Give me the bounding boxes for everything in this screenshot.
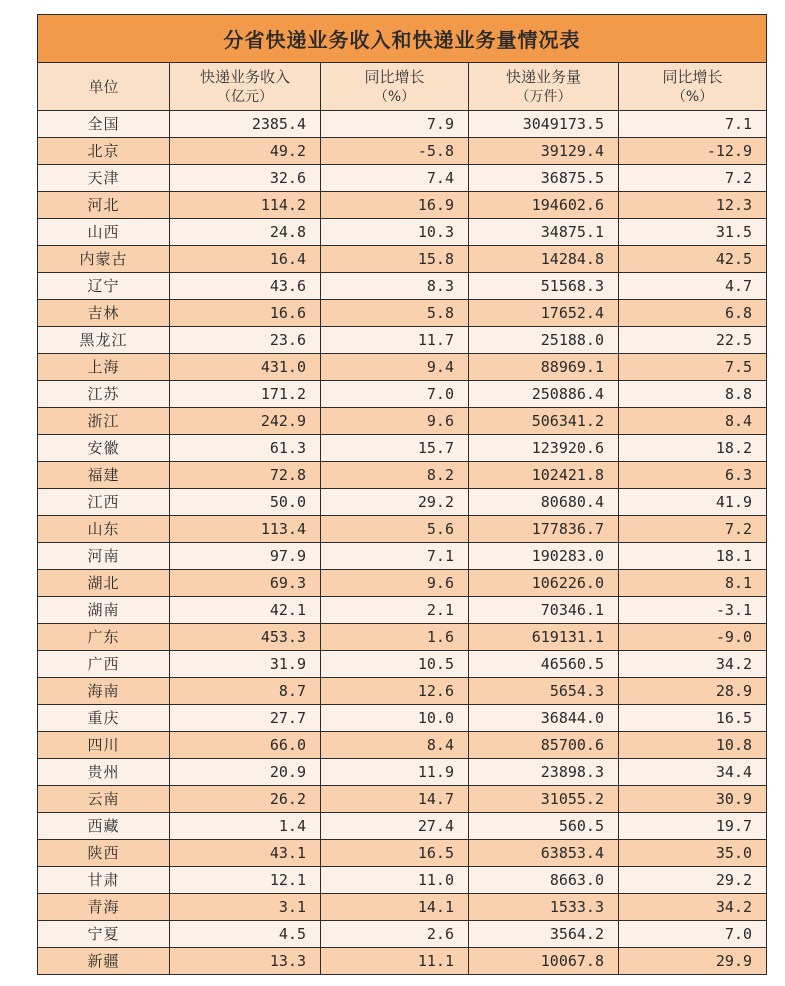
revenue-cell: 50.0 — [170, 489, 321, 516]
table-row — [38, 543, 767, 570]
header-unit-label: （亿元） — [217, 88, 273, 105]
volume-growth-cell: 6.3 — [619, 462, 767, 489]
volume-cell: 85700.6 — [469, 732, 619, 759]
revenue-growth-cell: 5.8 — [321, 300, 469, 327]
volume-growth-cell: 34.4 — [619, 759, 767, 786]
volume-cell: 46560.5 — [469, 651, 619, 678]
revenue-growth-cell: 14.1 — [321, 894, 469, 921]
table-title: 分省快递业务收入和快递业务量情况表 — [38, 15, 767, 63]
revenue-cell: 114.2 — [170, 192, 321, 219]
table-row — [38, 867, 767, 894]
revenue-cell: 23.6 — [170, 327, 321, 354]
province-name: 海南 — [38, 678, 170, 705]
volume-growth-cell: 31.5 — [619, 219, 767, 246]
revenue-cell: 8.7 — [170, 678, 321, 705]
volume-growth-cell: -9.0 — [619, 624, 767, 651]
volume-growth-cell: 19.7 — [619, 813, 767, 840]
province-name: 北京 — [38, 138, 170, 165]
revenue-cell: 72.8 — [170, 462, 321, 489]
revenue-cell: 431.0 — [170, 354, 321, 381]
province-name: 四川 — [38, 732, 170, 759]
volume-growth-cell: 18.1 — [619, 543, 767, 570]
revenue-cell: 61.3 — [170, 435, 321, 462]
header-revenue — [170, 63, 321, 111]
province-name: 浙江 — [38, 408, 170, 435]
province-name: 福建 — [38, 462, 170, 489]
volume-cell: 560.5 — [469, 813, 619, 840]
province-name: 湖北 — [38, 570, 170, 597]
header-revenue-growth — [321, 63, 469, 111]
header-label: 快递业务收入 — [199, 67, 290, 86]
table-row — [38, 273, 767, 300]
revenue-cell: 97.9 — [170, 543, 321, 570]
province-name: 安徽 — [38, 435, 170, 462]
table-row — [38, 246, 767, 273]
table-row — [38, 354, 767, 381]
revenue-cell: 49.2 — [170, 138, 321, 165]
revenue-growth-cell: 2.1 — [321, 597, 469, 624]
table-row — [38, 651, 767, 678]
revenue-cell: 69.3 — [170, 570, 321, 597]
volume-cell: 190283.0 — [469, 543, 619, 570]
volume-cell: 506341.2 — [469, 408, 619, 435]
volume-cell: 123920.6 — [469, 435, 619, 462]
volume-cell: 14284.8 — [469, 246, 619, 273]
table-row — [38, 948, 767, 975]
volume-growth-cell: 29.2 — [619, 867, 767, 894]
volume-growth-cell: 8.4 — [619, 408, 767, 435]
table-row — [38, 570, 767, 597]
province-name: 广西 — [38, 651, 170, 678]
volume-cell: 17652.4 — [469, 300, 619, 327]
revenue-growth-cell: 11.9 — [321, 759, 469, 786]
volume-cell: 1533.3 — [469, 894, 619, 921]
volume-growth-cell: 34.2 — [619, 651, 767, 678]
volume-growth-cell: -3.1 — [619, 597, 767, 624]
volume-growth-cell: 10.8 — [619, 732, 767, 759]
volume-growth-cell: 4.7 — [619, 273, 767, 300]
table-row — [38, 813, 767, 840]
volume-growth-cell: 7.2 — [619, 165, 767, 192]
table-row — [38, 381, 767, 408]
table-row — [38, 165, 767, 192]
table-row — [38, 138, 767, 165]
table-row — [38, 435, 767, 462]
revenue-cell: 113.4 — [170, 516, 321, 543]
revenue-growth-cell: 10.5 — [321, 651, 469, 678]
revenue-growth-cell: 12.6 — [321, 678, 469, 705]
revenue-growth-cell: 8.2 — [321, 462, 469, 489]
volume-cell: 63853.4 — [469, 840, 619, 867]
table-row — [38, 327, 767, 354]
revenue-growth-cell: 7.4 — [321, 165, 469, 192]
table-row — [38, 111, 767, 138]
table-row — [38, 759, 767, 786]
province-name: 河北 — [38, 192, 170, 219]
revenue-cell: 1.4 — [170, 813, 321, 840]
revenue-growth-cell: 5.6 — [321, 516, 469, 543]
table-row — [38, 678, 767, 705]
table-row — [38, 705, 767, 732]
volume-growth-cell: 8.8 — [619, 381, 767, 408]
volume-cell: 25188.0 — [469, 327, 619, 354]
revenue-growth-cell: 8.3 — [321, 273, 469, 300]
revenue-growth-cell: 9.6 — [321, 570, 469, 597]
province-name: 山东 — [38, 516, 170, 543]
table-row — [38, 624, 767, 651]
revenue-growth-cell: 1.6 — [321, 624, 469, 651]
revenue-growth-cell: 7.1 — [321, 543, 469, 570]
header-volume — [469, 63, 619, 111]
table-row — [38, 300, 767, 327]
volume-growth-cell: 22.5 — [619, 327, 767, 354]
revenue-growth-cell: 9.4 — [321, 354, 469, 381]
revenue-cell: 32.6 — [170, 165, 321, 192]
province-name: 内蒙古 — [38, 246, 170, 273]
province-name: 重庆 — [38, 705, 170, 732]
table-row — [38, 219, 767, 246]
province-name: 河南 — [38, 543, 170, 570]
volume-growth-cell: 42.5 — [619, 246, 767, 273]
volume-growth-cell: 8.1 — [619, 570, 767, 597]
revenue-cell: 27.7 — [170, 705, 321, 732]
table-body — [38, 111, 767, 975]
header-unit — [38, 63, 170, 111]
header-label: 同比增长 — [364, 67, 425, 86]
volume-growth-cell: 7.2 — [619, 516, 767, 543]
province-name: 贵州 — [38, 759, 170, 786]
revenue-growth-cell: 16.9 — [321, 192, 469, 219]
volume-cell: 36875.5 — [469, 165, 619, 192]
table-row — [38, 786, 767, 813]
volume-cell: 31055.2 — [469, 786, 619, 813]
volume-growth-cell: 18.2 — [619, 435, 767, 462]
volume-growth-cell: 29.9 — [619, 948, 767, 975]
header-label: 单位 — [88, 77, 119, 96]
revenue-growth-cell: 2.6 — [321, 921, 469, 948]
province-name: 新疆 — [38, 948, 170, 975]
volume-cell: 102421.8 — [469, 462, 619, 489]
revenue-cell: 26.2 — [170, 786, 321, 813]
volume-cell: 3564.2 — [469, 921, 619, 948]
revenue-cell: 16.6 — [170, 300, 321, 327]
volume-cell: 51568.3 — [469, 273, 619, 300]
volume-cell: 80680.4 — [469, 489, 619, 516]
province-name: 青海 — [38, 894, 170, 921]
revenue-growth-cell: 10.3 — [321, 219, 469, 246]
volume-cell: 23898.3 — [469, 759, 619, 786]
header-unit-label: （万件） — [515, 88, 572, 105]
revenue-growth-cell: 9.6 — [321, 408, 469, 435]
volume-growth-cell: 41.9 — [619, 489, 767, 516]
province-name: 黑龙江 — [38, 327, 170, 354]
volume-growth-cell: 34.2 — [619, 894, 767, 921]
table-row — [38, 489, 767, 516]
province-name: 全国 — [38, 111, 170, 138]
revenue-growth-cell: 14.7 — [321, 786, 469, 813]
volume-cell: 619131.1 — [469, 624, 619, 651]
volume-cell: 177836.7 — [469, 516, 619, 543]
revenue-cell: 242.9 — [170, 408, 321, 435]
table-row — [38, 894, 767, 921]
revenue-growth-cell: 11.1 — [321, 948, 469, 975]
revenue-cell: 43.1 — [170, 840, 321, 867]
revenue-growth-cell: 8.4 — [321, 732, 469, 759]
province-name: 山西 — [38, 219, 170, 246]
table-row — [38, 516, 767, 543]
header-label: 同比增长 — [662, 67, 723, 86]
volume-cell: 3049173.5 — [469, 111, 619, 138]
revenue-growth-cell: 27.4 — [321, 813, 469, 840]
province-name: 吉林 — [38, 300, 170, 327]
province-name: 辽宁 — [38, 273, 170, 300]
province-name: 甘肃 — [38, 867, 170, 894]
volume-growth-cell: 7.1 — [619, 111, 767, 138]
province-name: 江西 — [38, 489, 170, 516]
table-row — [38, 597, 767, 624]
revenue-growth-cell: 11.7 — [321, 327, 469, 354]
volume-growth-cell: -12.9 — [619, 138, 767, 165]
revenue-cell: 4.5 — [170, 921, 321, 948]
revenue-cell: 42.1 — [170, 597, 321, 624]
province-name: 西藏 — [38, 813, 170, 840]
table-row — [38, 408, 767, 435]
revenue-growth-cell: 7.9 — [321, 111, 469, 138]
volume-cell: 5654.3 — [469, 678, 619, 705]
revenue-growth-cell: 29.2 — [321, 489, 469, 516]
revenue-growth-cell: -5.8 — [321, 138, 469, 165]
table-row — [38, 840, 767, 867]
volume-cell: 36844.0 — [469, 705, 619, 732]
revenue-cell: 66.0 — [170, 732, 321, 759]
header-label: 快递业务量 — [505, 67, 581, 86]
volume-growth-cell: 7.0 — [619, 921, 767, 948]
revenue-growth-cell: 15.8 — [321, 246, 469, 273]
volume-growth-cell: 7.5 — [619, 354, 767, 381]
express-stats-table — [37, 14, 767, 975]
revenue-cell: 24.8 — [170, 219, 321, 246]
volume-growth-cell: 35.0 — [619, 840, 767, 867]
revenue-cell: 3.1 — [170, 894, 321, 921]
revenue-growth-cell: 11.0 — [321, 867, 469, 894]
table-row — [38, 732, 767, 759]
volume-growth-cell: 12.3 — [619, 192, 767, 219]
volume-cell: 250886.4 — [469, 381, 619, 408]
province-name: 江苏 — [38, 381, 170, 408]
volume-cell: 34875.1 — [469, 219, 619, 246]
volume-cell: 70346.1 — [469, 597, 619, 624]
revenue-growth-cell: 10.0 — [321, 705, 469, 732]
volume-cell: 10067.8 — [469, 948, 619, 975]
province-name: 云南 — [38, 786, 170, 813]
revenue-cell: 16.4 — [170, 246, 321, 273]
table-row — [38, 192, 767, 219]
province-name: 上海 — [38, 354, 170, 381]
revenue-cell: 171.2 — [170, 381, 321, 408]
table-row — [38, 462, 767, 489]
province-name: 宁夏 — [38, 921, 170, 948]
volume-growth-cell: 16.5 — [619, 705, 767, 732]
province-name: 湖南 — [38, 597, 170, 624]
revenue-growth-cell: 7.0 — [321, 381, 469, 408]
province-name: 天津 — [38, 165, 170, 192]
revenue-cell: 20.9 — [170, 759, 321, 786]
table-row — [38, 921, 767, 948]
volume-cell: 8663.0 — [469, 867, 619, 894]
revenue-growth-cell: 16.5 — [321, 840, 469, 867]
province-name: 陕西 — [38, 840, 170, 867]
revenue-cell: 13.3 — [170, 948, 321, 975]
header-unit-label: （%） — [373, 88, 416, 105]
revenue-cell: 453.3 — [170, 624, 321, 651]
revenue-cell: 31.9 — [170, 651, 321, 678]
header-volume-growth — [619, 63, 767, 111]
revenue-cell: 12.1 — [170, 867, 321, 894]
volume-cell: 88969.1 — [469, 354, 619, 381]
volume-growth-cell: 28.9 — [619, 678, 767, 705]
revenue-cell: 43.6 — [170, 273, 321, 300]
header-row — [38, 63, 767, 111]
volume-cell: 39129.4 — [469, 138, 619, 165]
header-unit-label: （%） — [671, 88, 714, 105]
volume-growth-cell: 30.9 — [619, 786, 767, 813]
revenue-growth-cell: 15.7 — [321, 435, 469, 462]
province-name: 广东 — [38, 624, 170, 651]
volume-cell: 106226.0 — [469, 570, 619, 597]
revenue-cell: 2385.4 — [170, 111, 321, 138]
volume-cell: 194602.6 — [469, 192, 619, 219]
volume-growth-cell: 6.8 — [619, 300, 767, 327]
